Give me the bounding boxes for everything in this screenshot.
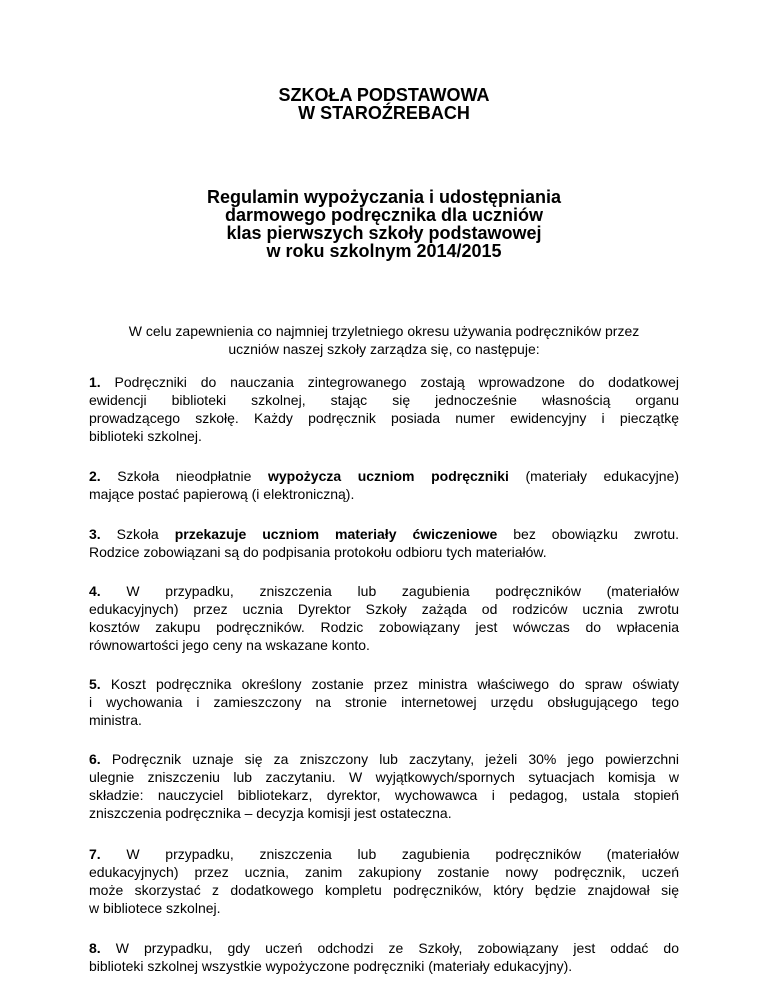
regulation-section-7 bbox=[89, 845, 679, 917]
title-line2: darmowego podręcznika dla uczniów bbox=[224, 205, 544, 225]
section-line bbox=[89, 845, 679, 863]
school-name-line2: W STAROŹREBACH bbox=[298, 103, 470, 123]
section-line: i wychowania i zamieszczony na stronie internetowej urzędu obsługującego tego bbox=[89, 694, 679, 710]
section-line: w bibliotece szkolnej. bbox=[89, 900, 221, 916]
section-number: 3. bbox=[89, 526, 101, 542]
section-line: biblioteki szkolnej. bbox=[89, 428, 202, 444]
section-line: ministra. bbox=[89, 712, 142, 728]
title-line1: Regulamin wypożyczania i udostępniania bbox=[206, 187, 562, 207]
section-line bbox=[89, 939, 679, 957]
section-line: edukacyjnych) przez ucznia Dyrektor Szkoły zażąda od rodziców ucznia zwrotu bbox=[89, 601, 679, 617]
section-text: W przypadku, gdy uczeń odchodzi ze Szkoły, zobowiązany jest oddać do bbox=[115, 940, 679, 956]
section-number: 7. bbox=[89, 846, 101, 862]
section-line: zniszczenia podręcznika – decyzja komisji jest ostateczna. bbox=[89, 805, 452, 821]
regulation-section-6 bbox=[89, 750, 679, 822]
section-line bbox=[89, 582, 679, 600]
section-line bbox=[89, 675, 679, 693]
section-text: W przypadku, zniszczenia lub zagubienia podręczników (materiałów bbox=[126, 846, 679, 862]
section-line: biblioteki szkolnej wszystkie wypożyczone podręczniki (materiały edukacyjny). bbox=[89, 958, 573, 974]
section-line: ulegnie zniszczeniu lub zaczytaniu. W wyjątkowych/spornych sytuacjach komisja w bbox=[89, 769, 679, 785]
section-line bbox=[89, 373, 679, 391]
section-text: W przypadku, zniszczenia lub zagubienia podręczników (materiałów bbox=[126, 583, 679, 599]
section-number: 1. bbox=[89, 374, 101, 390]
regulation-section-8 bbox=[89, 939, 679, 975]
intro-line2: uczniów naszej szkoły zarządza się, co następuje: bbox=[228, 341, 540, 357]
section-line: równowartości jego ceny na wskazane konto. bbox=[89, 637, 370, 653]
section-line: mające postać papierową (i elektroniczną). bbox=[89, 486, 355, 502]
section-text: Szkoła nieodpłatnie bbox=[117, 468, 252, 484]
regulation-section-3 bbox=[89, 525, 679, 561]
section-line: ewidencji biblioteki szkolnej, stając się jednocześnie własnością organu bbox=[89, 392, 679, 408]
section-emphasis: wypożycza uczniom podręczniki bbox=[268, 468, 509, 484]
section-number: 8. bbox=[89, 940, 101, 956]
section-line: może skorzystać z dodatkowego kompletu podręczników, który będzie znajdował się bbox=[89, 882, 679, 898]
section-text: Podręcznik uznaje się za zniszczony lub zaczytany, jeżeli 30% jego powierzchni bbox=[111, 751, 680, 767]
intro-paragraph bbox=[80, 322, 688, 358]
section-line: Rodzice zobowiązani są do podpisania protokołu odbioru tych materiałów. bbox=[89, 544, 547, 560]
section-emphasis: przekazuje uczniom materiały ćwiczeniowe bbox=[174, 526, 498, 542]
section-line: kosztów zakupu podręczników. Rodzic zobowiązany jest wówczas do wpłacenia bbox=[89, 619, 679, 635]
section-text: Szkoła bbox=[116, 526, 159, 542]
title-line3: klas pierwszych szkoły podstawowej bbox=[226, 223, 542, 243]
intro-line1: W celu zapewnienia co najmniej trzyletniego okresu używania podręczników przez bbox=[128, 323, 640, 339]
section-text: (materiały edukacyjne) bbox=[525, 468, 680, 484]
section-line: składzie: nauczyciel bibliotekarz, dyrektor, wychowawca i pedagog, ustala stopień bbox=[89, 787, 679, 803]
school-name-line1: SZKOŁA PODSTAWOWA bbox=[278, 85, 490, 105]
section-text: Koszt podręcznika określony zostanie przez ministra właściwego do spraw oświaty bbox=[110, 676, 680, 692]
section-number: 5. bbox=[89, 676, 101, 692]
section-text: bez obowiązku zwrotu. bbox=[513, 526, 680, 542]
section-number: 2. bbox=[89, 468, 101, 484]
section-line bbox=[89, 525, 679, 543]
school-name-heading bbox=[0, 84, 768, 123]
section-number: 4. bbox=[89, 583, 101, 599]
section-text: Podręczniki do nauczania zintegrowanego zostają wprowadzone do dodatkowej bbox=[114, 374, 680, 390]
document-title bbox=[0, 186, 768, 261]
section-line: prowadzącego szkołę. Każdy podręcznik posiada numer ewidencyjny i pieczątkę bbox=[89, 410, 679, 426]
section-number: 6. bbox=[89, 751, 101, 767]
title-line4: w roku szkolnym 2014/2015 bbox=[266, 241, 502, 261]
section-line: edukacyjnych) przez ucznia, zanim zakupiony zostanie nowy podręcznik, uczeń bbox=[89, 864, 679, 880]
regulation-section-2 bbox=[89, 467, 679, 503]
section-line bbox=[89, 750, 679, 768]
regulation-section-5 bbox=[89, 675, 679, 729]
regulation-section-1 bbox=[89, 373, 679, 445]
section-line bbox=[89, 467, 679, 485]
regulation-section-4 bbox=[89, 582, 679, 654]
